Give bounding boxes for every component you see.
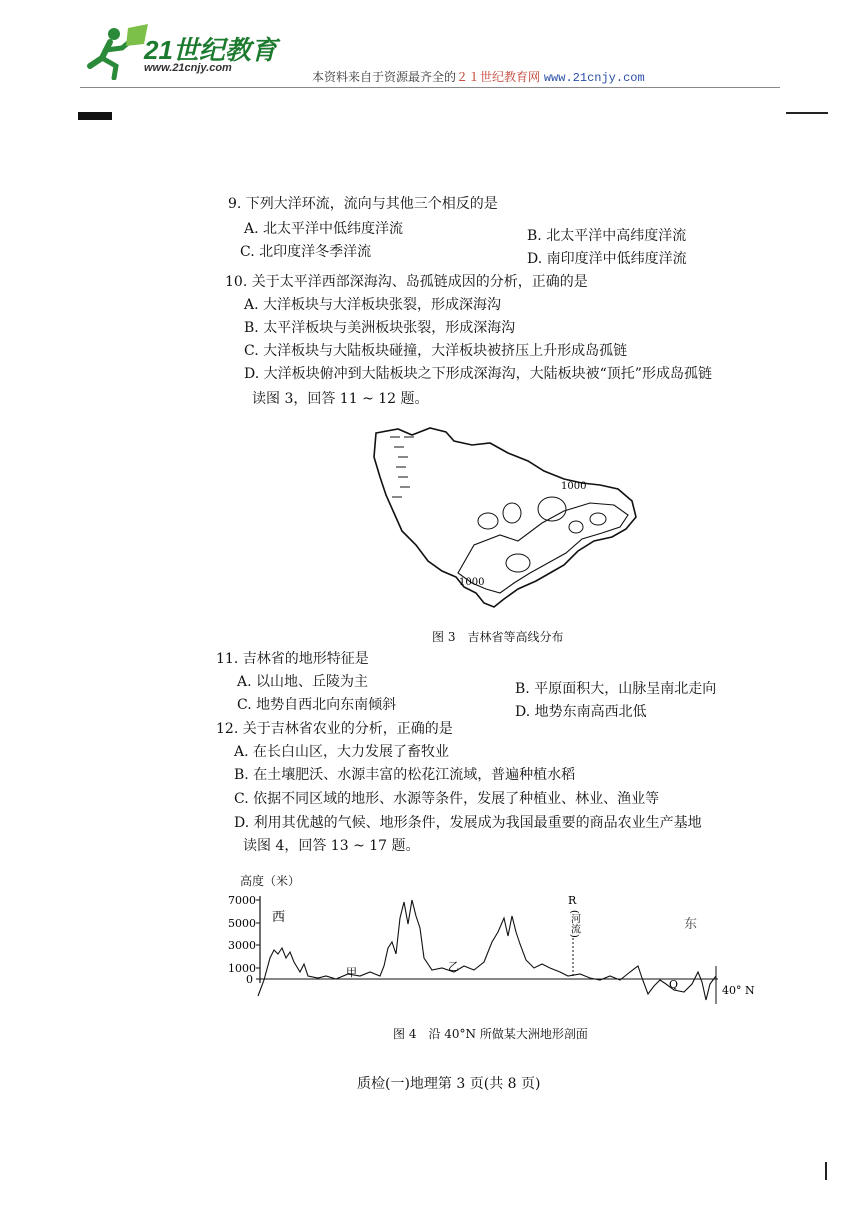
header-divider <box>80 87 780 88</box>
scan-mark-bottom <box>825 1162 827 1180</box>
q12-option-a: A. 在长白山区，大力发展了畜牧业 <box>234 744 450 760</box>
q9-option-c: C. 北印度洋冬季洋流 <box>240 244 372 260</box>
label-yi: 乙 <box>448 960 459 973</box>
site-logo <box>84 22 284 80</box>
tick-0: 0 <box>246 973 253 986</box>
read-figure3-instruction: 读图 3，回答 11 ~ 12 题。 <box>252 391 429 407</box>
q10-option-a: A. 大洋板块与大洋板块张裂，形成深海沟 <box>244 297 502 313</box>
jilin-province-outline <box>374 428 636 607</box>
label-west: 西 <box>272 910 286 925</box>
logo-main-text: 21世纪教育 <box>144 35 277 65</box>
contour-label-1000-south: 1000 <box>459 577 485 588</box>
header-note-url[interactable]: www.21cnjy.com <box>543 71 645 85</box>
q9-option-a: A. 北太平洋中低纬度洋流 <box>244 221 404 237</box>
header-note-prefix: 本资料来自于资源最齐全的 <box>312 70 457 84</box>
figure4-caption: 图 4 沿 40°N 所做某大洲地形剖面 <box>393 1027 588 1041</box>
q12-option-c: C. 依据不同区域的地形、水源等条件，发展了种植业、林业、渔业等 <box>234 791 660 807</box>
figure3-caption: 图 3 吉林省等高线分布 <box>432 630 564 644</box>
label-jia: 甲 <box>346 966 357 979</box>
contour-island-2 <box>503 503 521 523</box>
y-ticks <box>256 900 260 979</box>
label-river-r: R <box>568 894 577 907</box>
q11-option-b: B. 平原面积大，山脉呈南北走向 <box>515 681 717 697</box>
page-footer: 质检(一)地理第 3 页(共 8 页) <box>357 1076 541 1092</box>
q10-option-c: C. 大洋板块与大陆板块碰撞，大洋板块被挤压上升形成岛孤链 <box>244 343 628 359</box>
header-note <box>312 68 645 85</box>
header-note-highlight: ２１世纪教育网 <box>456 70 541 84</box>
contour-island-4 <box>569 521 583 533</box>
contour-label-1000-east: 1000 <box>561 481 587 492</box>
q12-option-b: B. 在土壤肥沃、水源丰富的松花江流域，普遍种植水稻 <box>234 767 576 783</box>
label-river-text: (河流) <box>568 910 580 938</box>
lake-marsh-hatching <box>390 437 414 497</box>
q11-option-d: D. 地势东南高西北低 <box>515 704 647 720</box>
figure4-ylabel: 高度（米） <box>240 874 301 888</box>
q10-option-d: D. 大洋板块俯冲到大陆板块之下形成深海沟，大陆板块被“顶托”形成岛孤链 <box>244 366 712 382</box>
q11-option-a: A. 以山地、丘陵为主 <box>237 674 369 690</box>
jilin-contour-map <box>368 423 648 608</box>
contour-island-6 <box>506 554 530 572</box>
label-east: 东 <box>684 917 698 932</box>
q11-option-c: C. 地势自西北向东南倾斜 <box>237 697 397 713</box>
q9-option-d: D. 南印度洋中低纬度洋流 <box>527 251 687 267</box>
logo-url-text: www.21cnjy.com <box>144 62 232 74</box>
terrain-profile-chart <box>228 888 768 1018</box>
scan-mark-left <box>78 112 112 120</box>
tick-5000: 5000 <box>228 917 256 930</box>
tick-1000: 1000 <box>228 962 256 975</box>
contour-island-1 <box>478 513 498 529</box>
scan-mark-right <box>786 112 828 114</box>
tick-3000: 3000 <box>228 939 256 952</box>
q12-option-d: D. 利用其优越的气候、地形条件，发展成为我国最重要的商品农业生产基地 <box>234 815 702 831</box>
label-40n: 40° N <box>722 984 755 997</box>
q9-option-b: B. 北太平洋中高纬度洋流 <box>527 228 687 244</box>
terrain-profile-line <box>258 900 716 1000</box>
q9-stem: 9. 下列大洋环流，流向与其他三个相反的是 <box>228 196 498 212</box>
q11-stem: 11. 吉林省的地形特征是 <box>216 651 369 667</box>
q12-stem: 12. 关于吉林省农业的分析，正确的是 <box>216 721 453 737</box>
q10-stem: 10. 关于太平洋西部深海沟、岛孤链成因的分析，正确的是 <box>225 274 588 290</box>
read-figure4-instruction: 读图 4，回答 13 ~ 17 题。 <box>243 838 420 854</box>
contour-island-5 <box>590 513 606 525</box>
q10-option-b: B. 太平洋板块与美洲板块张裂，形成深海沟 <box>244 320 516 336</box>
tick-7000: 7000 <box>228 894 256 907</box>
label-q: Q <box>669 978 679 991</box>
